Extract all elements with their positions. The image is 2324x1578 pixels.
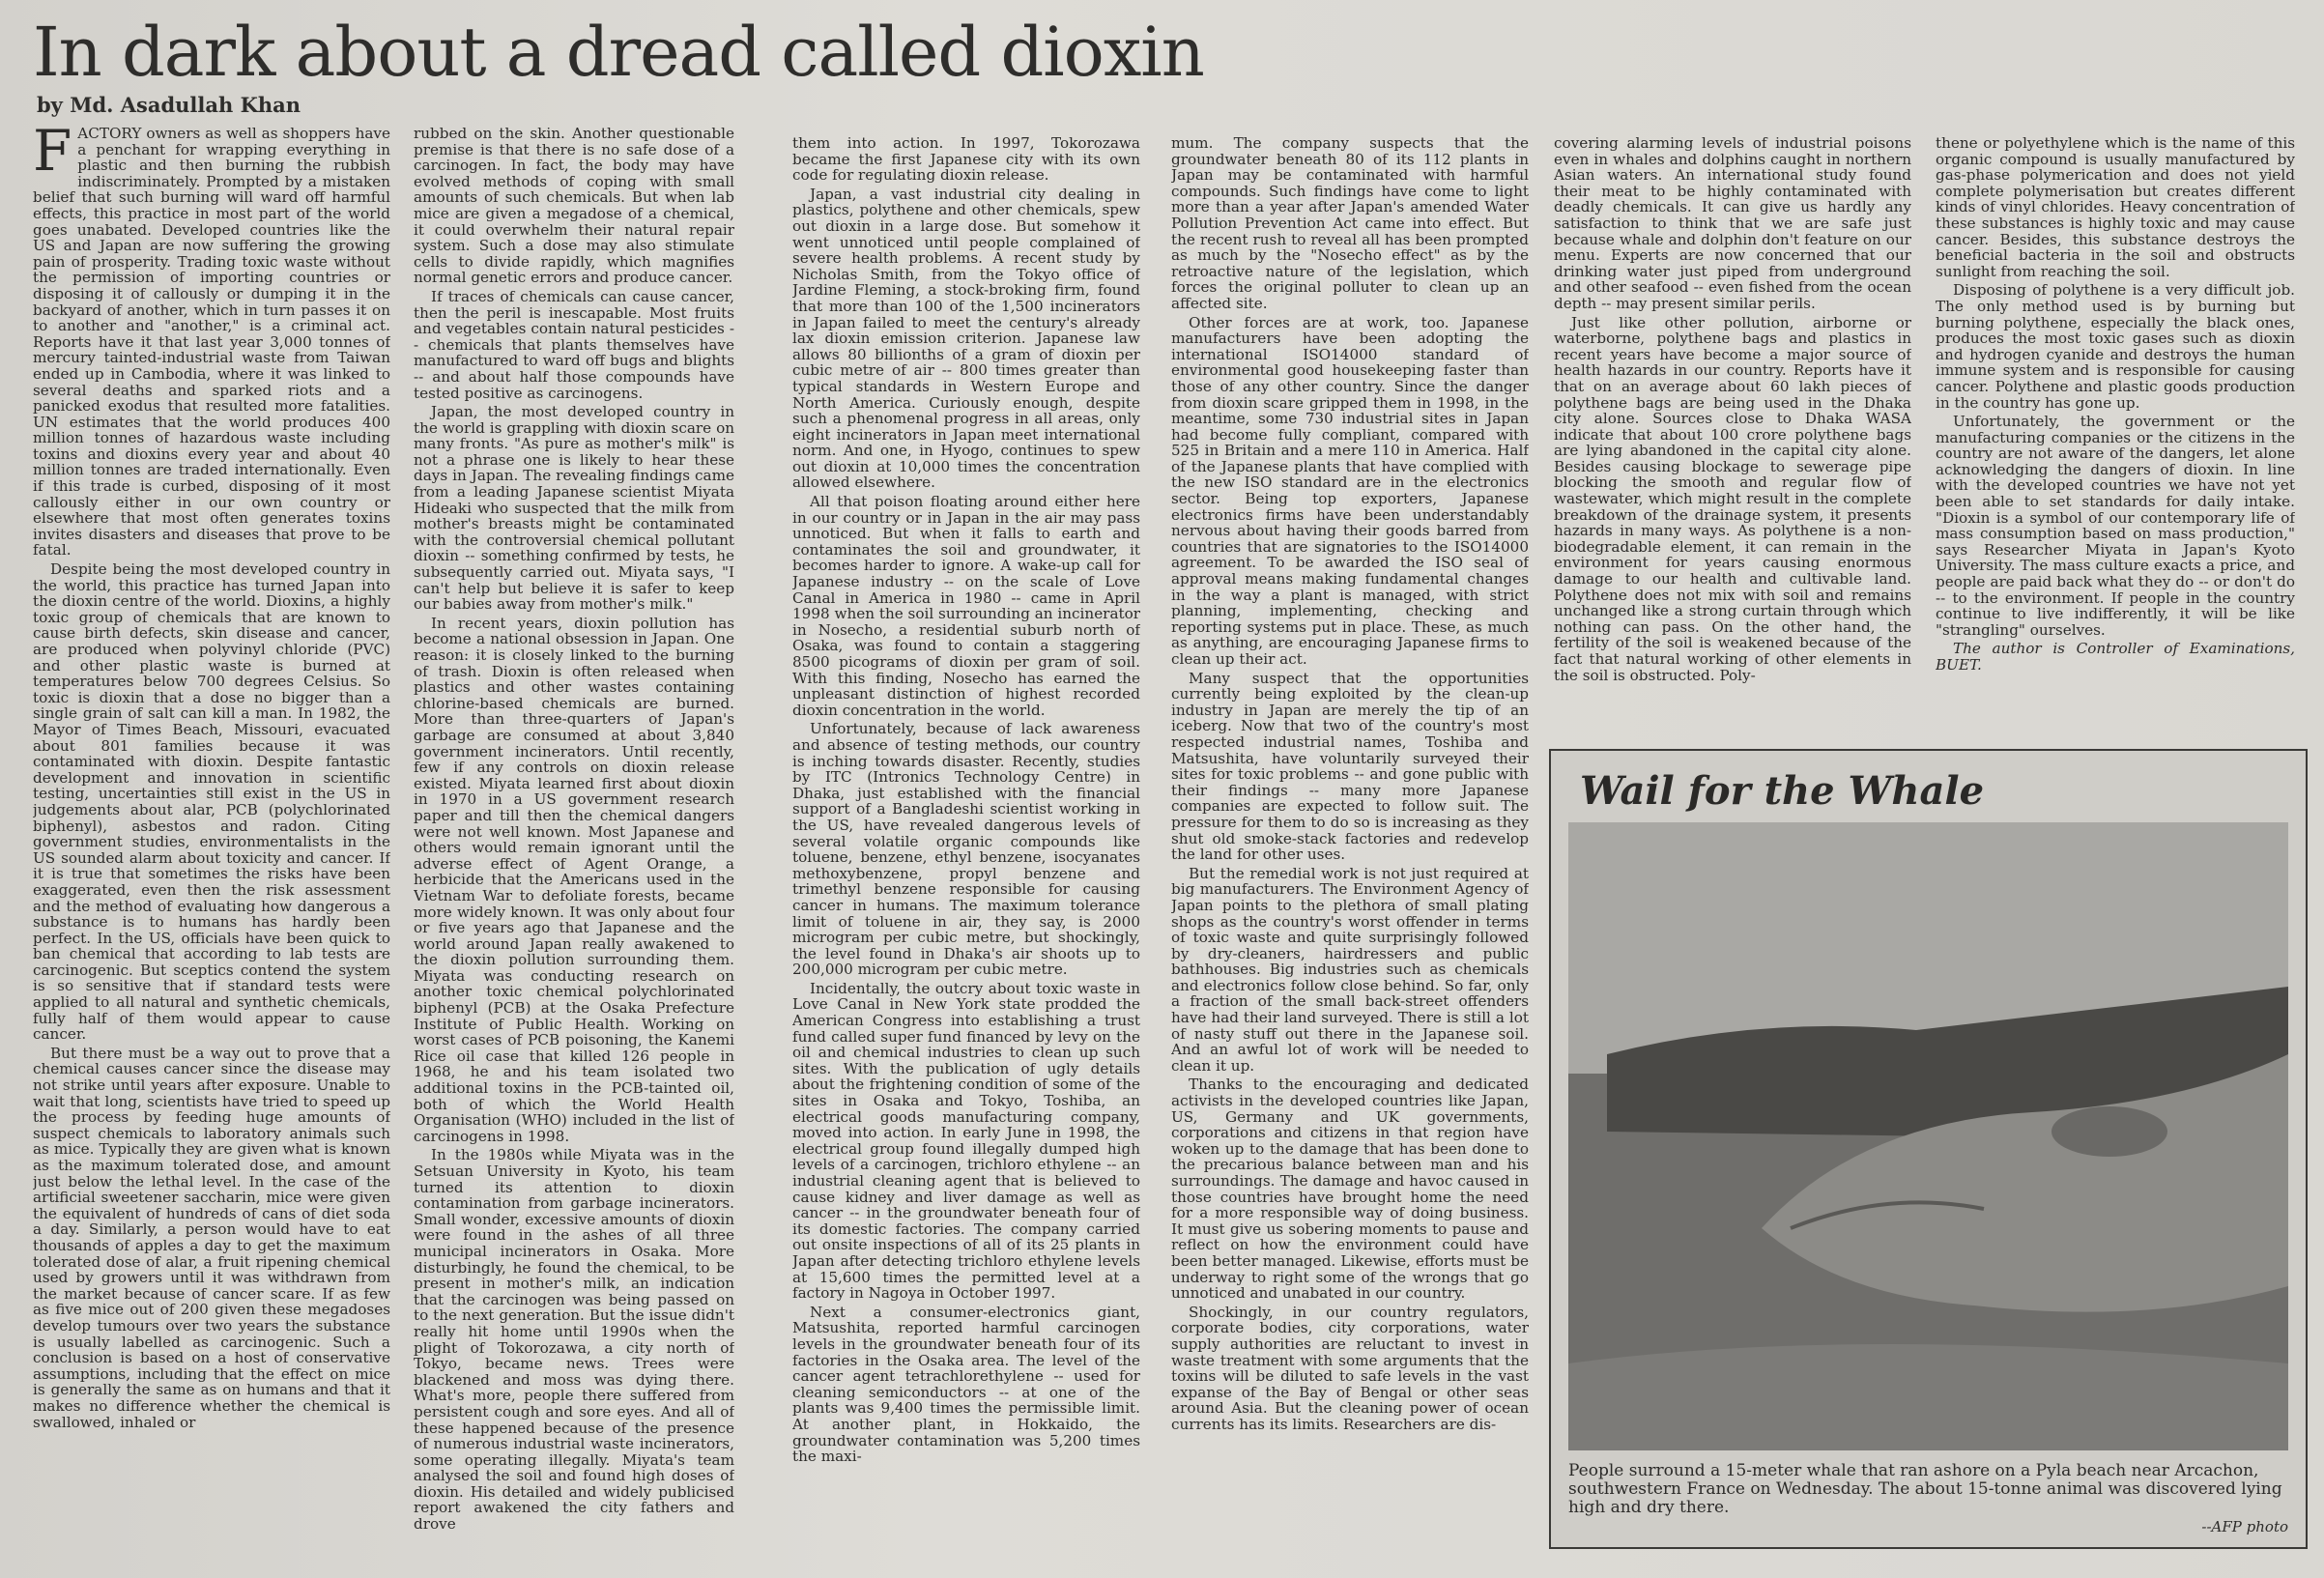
paragraph: Japan, a vast industrial city dealing in plastics, polythene and other chemicals, spew out dioxin in a large dose. But somehow it went unnoticed until people complained of severe health problems. A recent study by Nicholas Smith, from the Tokyo office of Jardine Fleming, a stock-broking firm, found that more than 100 of the 1,500 incinerators in Japan failed to meet the century's already lax dioxin emission criterion. Japanese law allows 80 billionths of a gram of dioxin per cubic metre of air -- 800 times greater than typical standards in Western Europe and North America. Curiously enough, despite such a phenomenal progress in all areas, only eight incinerators in Japan meet international norm. And one, in Hyogo, continues to spew out dioxin at 10,000 times the concentration allowed elsewhere. — [792, 185, 1140, 492]
paragraph: Other forces are at work, too. Japanese manufacturers have been adopting the international ISO14000 standard of environmental good housekeeping faster than those of any other country. Since the danger from dioxin scare gripped them in 1998, in the meantime, some 730 industrial sites in Japan had become fully compliant, compared with 525 in Britain and a mere 110 in America. Half of the Japanese plants that have complied with the new ISO standard are in the electronics sector. Being top exporters, Japanese electronics firms have been understandably nervous about having their goods barred from countries that are signatories to the ISO14000 agreement. To be awarded the ISO seal of approval means making fundamental changes in the way a plant is managed, with strict planning, implementing, checking and reporting systems put in place. These, as much as anything, are encouraging Japanese firms to clean up their act. — [1171, 313, 1529, 668]
article-column-6 — [1936, 135, 2295, 734]
paragraph: rubbed on the skin. Another questionable premise is that there is no safe dose of a carcinogen. In fact, the body may have evolved methods of coping with small amounts of such chemicals. But when lab mice are given a megadose of a chemical, it could overwhelm their natural repair system. Such a dose may also stimulate cells to divide rapidly, which magnifies normal genetic errors and produce cancer. — [414, 126, 734, 287]
paragraph: But there must be a way out to prove that a chemical causes cancer since the disease may not strike until years after exposure. Unable to wait that long, scientists have tried to speed up the process by feeding huge amounts of suspect chemicals to laboratory animals such as mice. Typically they are given what is known as the maximum tolerated dose, and amount just below the lethal level. In the case of the artificial sweetener saccharin, mice were given the equivalent of hundreds of cans of diet soda a day. Similarly, a person would have to eat thousands of apples a day to get the maximum tolerated dose of alar, a fruit ripening chemical used by growers until it was withdrawn from the market because of cancer scare. If as few as five mice out of 200 given these megadoses develop tumours over two years the substance is usually labelled as carcinogenic. Such a conclusion is based on a host of conservative assumptions, including that the effect on mice is generally the same as on humans and that it makes no difference whether the chemical is swallowed, inhaled or — [33, 1044, 390, 1431]
paragraph: Many suspect that the opportunities currently being exploited by the clean-up industry in Japan are merely the tip of an iceberg. Now that two of the country's most respected industrial names, Toshiba and Matsushita, have voluntarily surveyed their sites for toxic problems -- and gone public with their findings -- many more Japanese companies are expected to follow suit. The pressure for them to do so is increasing as they shut old smoke-stack factories and redevelop the land for other uses. — [1171, 669, 1529, 864]
paragraph: Unfortunately, because of lack awareness and absence of testing methods, our country is inching towards disaster. Recently, studies by ITC (Intronics Technology Centre) in Dhaka, just established with the financial support of a Bangladeshi scientist working in the US, have revealed dangerous levels of several volatile organic compounds like toluene, benzene, ethyl benzene, isocyanates methoxybenzene, propyl benzene and trimethyl benzene responsible for causing cancer in humans. The maximum tolerance limit of toluene in air, they say, is 2000 microgram per cubic metre, but shockingly, the level found in Dhaka's air shoots up to 200,000 microgram per cubic metre. — [792, 720, 1140, 979]
paragraph: Next a consumer-electronics giant, Matsushita, reported harmful carcinogen levels in the groundwater beneath four of its factories in the Osaka area. The level of the cancer agent tetrachlorethylene -- used for cleaning semiconductors -- at one of the plants was 9,400 times the permissible limit. At another plant, in Hokkaido, the groundwater contamination was 5,200 times the maxi- — [792, 1303, 1140, 1466]
whale-photo — [1568, 822, 2288, 1450]
photo-sand — [1568, 1344, 2288, 1450]
paragraph: Just like other pollution, airborne or waterborne, polythene bags and plastics in recent years have become a major source of health hazards in our country. Reports have it that on an average about 60 lakh pieces of polythene bags are being used in the Dhaka city alone. Sources close to Dhaka WASA indicate that about 100 crore polythene bags are lying abandoned in the capital city alone. Besides causing blockage to sewerage pipe blocking the smooth and regular flow of wastewater, which might result in the complete breakdown of the drainage system, it presents hazards in many ways. As polythene is a non-biodegradable element, it can remain in the environment for years causing enormous damage to our health and cultivable land. Polythene does not mix with soil and remains unchanged like a strong curtain through which nothing can pass. On the other hand, the fertility of the soil is weakened because of the fact that natural working of other elements in the soil is obstructed. Poly- — [1554, 313, 1911, 684]
paragraph: In the 1980s while Miyata was in the Setsuan University in Kyoto, his team turned its attention to dioxin contamination from garbage incinerators. Small wonder, excessive amounts of dioxin were found in the ashes of all three municipal incinerators in Osaka. More disturbingly, he found the chemical, to be present in mother's milk, an indication that the carcinogen was being passed on to the next generation. But the issue didn't really hit home until 1990s when the plight of Tokorozawa, a city north of Tokyo, became news. Trees were blackened and moss was dying there. What's more, people there suffered from persistent cough and sore eyes. And all of these happened because of the presence of numerous industrial waste incinerators, some operating illegally. Miyata's team analysed the soil and found high doses of dioxin. His detailed and widely publicised report awakened the city fathers and drove — [414, 1146, 734, 1534]
headline: In dark about a dread called dioxin — [33, 13, 1204, 92]
whale-eye-area — [2051, 1106, 2167, 1157]
photo-credit: --AFP photo — [2201, 1518, 2288, 1535]
paragraph: Thanks to the encouraging and dedicated activists in the developed countries like Japan, US, Germany and UK governments, corporations and citizens in that region have woken up to the damage that has been done to the precarious balance between man and his surroundings. The damage and havoc caused in those countries have brought home the need for a more responsible way of doing business. It must give us sobering moments to pause and reflect on how the environment could have been better managed. Likewise, efforts must be underway to right some of the wrongs that go unnoticed and unabated in our country. — [1171, 1076, 1529, 1303]
whale-photo-image — [1568, 822, 2288, 1450]
article-column-3 — [792, 135, 1140, 1556]
paragraph: Japan, the most developed country in the world is grappling with dioxin scare on many fronts. "As pure as mother's milk" is not a phrase one is likely to hear these days in Japan. The revealing findings came from a leading Japanese scientist Miyata Hideaki who suspected that the milk from mother's breasts might be contaminated with the controversial chemical pollutant dioxin -- something confirmed by tests, he subsequently carried out. Miyata says, "I can't help but believe it is safer to keep our babies away from mother's milk." — [414, 403, 734, 614]
drop-cap: F — [33, 126, 72, 184]
article-column-1 — [33, 126, 390, 1556]
paragraph: covering alarming levels of industrial poisons even in whales and dolphins caught in northern Asian waters. An international study found their meat to be highly contaminated with deadly chemicals. It can give us hardly any satisfaction to think that we are safe just because whale and dolphin don't feature on our menu. Experts are now concerned that our drinking water just piped from underground and other seafood -- even fished from the ocean depth -- may present similar perils. — [1554, 135, 1911, 312]
paragraph: Unfortunately, the government or the manufacturing companies or the citizens in the country are not aware of the dangers, let alone acknowledging the dangers of dioxin. In line with the developed countries we have not yet been able to set standards for daily intake. "Dioxin is a symbol of our contemporary life of mass consumption based on mass production," says Researcher Miyata in Japan's Kyoto University. The mass culture exacts a price, and people are paid back what they do -- or don't do -- to the environment. If people in the country continue to live indifferently, it will be like "strangling" ourselves. — [1936, 413, 2295, 639]
article-column-5 — [1554, 135, 1911, 734]
article-column-2 — [414, 126, 734, 1556]
paragraph: FACTORY owners as well as shoppers have a penchant for wrapping everything in plastic and then burning the rubbish indiscriminately. Prompted by a mistaken belief that such burning will ward off harmful effects, this practice in most part of the world goes unabated. Developed countries like the US and Japan are now suffering the growing pain of prosperity. Trading toxic waste without the permission of importing countries or disposing it of callously or dumping it in the backyard of another, which in turn passes it on to another and "another," is a criminal act. Reports have it that last year 3,000 tonnes of mercury tainted-industrial waste from Taiwan ended up in Cambodia, where it was linked to several deaths and sparked riots and a panicked exodus that resulted more fatalities. UN estimates that the world produces 400 million tonnes of hazardous waste including toxins and dioxins every year and about 40 million tonnes are traded internationally. Even if this trade is curbed, disposing of it most callously either in our own country or elsewhere that most often generates toxins invites disasters and diseases that prove to be fatal. — [33, 126, 390, 559]
paragraph: them into action. In 1997, Tokorozawa became the first Japanese city with its own code for regulating dioxin release. — [792, 135, 1140, 185]
article-column-4 — [1171, 135, 1529, 1556]
paragraph: All that poison floating around either here in our country or in Japan in the air may pass unnoticed. But when it falls to earth and contaminates the soil and groundwater, it becomes harder to ignore. A wake-up call for Japanese industry -- on the scale of Love Canal in America in 1980 -- came in April 1998 when the soil surrounding an incinerator in Nosecho, a residential suburb north of Osaka, was found to contain a staggering 8500 picograms of dioxin per gram of soil. With this finding, Nosecho has earned the unpleasant distinction of highest recorded dioxin concentration in the world. — [792, 493, 1140, 719]
paragraph: Shockingly, in our country regulators, corporate bodies, city corporations, water supply authorities are reluctant to invest in waste treatment with some arguments that the toxins will be diluted to safe levels in the vast expanse of the Bay of Bengal or other seas around Asia. But the cleaning power of ocean currents has its limits. Researchers are dis- — [1171, 1303, 1529, 1433]
paragraph: Incidentally, the outcry about toxic waste in Love Canal in New York state prodded the American Congress into establishing a trust fund called super fund financed by levy on the oil and chemical industries to clean up such sites. With the publication of ugly details about the frightening condition of some of the sites in Osaka and Tokyo, Toshiba, an electrical goods manufacturing company, moved into action. In early June in 1998, the electrical group found illegally dumped high levels of a carcinogen, trichloro ethylene -- an industrial cleaning agent that is believed to cause kidney and liver damage as well as cancer -- in the groundwater beneath four of its domestic factories. The company carried out onsite inspections of all of its 25 plants in Japan after detecting trichloro ethylene levels at 15,600 times the permitted level at a factory in Nagoya in October 1997. — [792, 979, 1140, 1303]
photo-box — [1549, 749, 2308, 1549]
byline: by Md. Asadullah Khan — [37, 93, 301, 117]
photo-title: Wail for the Whale — [1580, 768, 1985, 814]
paragraph: thene or polyethylene which is the name of this organic compound is usually manufactured by gas-phase polymerication and does not yield complete polymerisation but creates different kinds of vinyl chlorides. Heavy concentration of these substances is highly toxic and may cause cancer. Besides, this substance destroys the beneficial bacteria in the soil and obstructs sunlight from reaching the soil. — [1936, 135, 2295, 280]
paragraph: If traces of chemicals can cause cancer, then the peril is inescapable. Most fruits and vegetables contain natural pesticides -- chemicals that plants themselves have manufactured to ward off bugs and blights -- and about half those compounds have tested positive as carcinogens. — [414, 287, 734, 402]
paragraph: Disposing of polythene is a very difficult job. The only method used is by burning but burning polythene, especially the black ones, produces the most toxic gases such as dioxin and hydrogen cyanide and destroys the human immune system and is responsible for causing cancer. Polythene and plastic goods production in the country has gone up. — [1936, 281, 2295, 412]
paragraph: mum. The company suspects that the groundwater beneath 80 of its 112 plants in Japan may be contaminated with harmful compounds. Such findings have come to light more than a year after Japan's amended Water Pollution Prevention Act came into effect. But the recent rush to reveal all has been prompted as much by the "Nosecho effect" as by the retroactive nature of the legislation, which forces the original polluter to clean up an affected site. — [1171, 135, 1529, 312]
paragraph: Despite being the most developed country in the world, this practice has turned Japan into the dioxin centre of the world. Dioxins, a highly toxic group of chemicals that are known to cause birth defects, skin disease and cancer, are produced when polyvinyl chloride (PVC) and other plastic waste is burned at temperatures below 700 degrees Celsius. So toxic is dioxin that a dose no bigger than a single grain of salt can kill a man. In 1982, the Mayor of Times Beach, Missouri, evacuated about 801 families because it was contaminated with dioxin. Despite fantastic development and innovation in scientific testing, uncertainties still exist in the US in judgements about alar, PCB (polychlorinated biphenyl), asbestos and radon. Citing government studies, environmentalists in the US sounded alarm about toxicity and cancer. If it is true that sometimes the risks have been exaggerated, even then the risk assessment and the method of evaluating how dangerous a substance is to humans has hardly been perfect. In the US, officials have been quick to ban chemical that according to lab tests are carcinogenic. But sceptics contend the system is so sensitive that if standard tests were applied to all natural and synthetic chemicals, fully half of them would appear to cause cancer. — [33, 560, 390, 1044]
author-note: The author is Controller of Examinations, BUET. — [1936, 640, 2295, 674]
paragraph: In recent years, dioxin pollution has become a national obsession in Japan. One reason: it is closely linked to the burning of trash. Dioxin is often released when plastics and other wastes containing chlorine-based chemicals are burned. More than three-quarters of Japan's garbage are consumed at about 3,840 government incinerators. Until recently, few if any controls on dioxin release existed. Miyata learned first about dioxin in 1970 in a US government research paper and till then the chemical dangers were not well known. Most Japanese and others would remain ignorant until the adverse effect of Agent Orange, a herbicide that the Americans used in the Vietnam War to defoliate forests, became more widely known. It was only about four or five years ago that Japanese and the world around Japan really awakened to the dioxin pollution surrounding them. Miyata was conducting research on another toxic chemical polychlorinated biphenyl (PCB) at the Osaka Prefecture Institute of Public Health. Working on worst cases of PCB poisoning, the Kanemi Rice oil case that killed 126 people in 1968, he and his team isolated two additional toxins in the PCB-tainted oil, both of which the World Health Organisation (WHO) included in the list of carcinogens in 1998. — [414, 614, 734, 1145]
photo-caption: People surround a 15-meter whale that ran ashore on a Pyla beach near Arcachon, southwestern France on Wednesday. The about 15-tonne animal was discovered lying high and dry there. — [1568, 1461, 2282, 1517]
paragraph: But the remedial work is not just required at big manufacturers. The Environment Agency of Japan points to the plethora of small plating shops as the country's worst offender in terms of toxic waste and quite surprisingly followed by dry-cleaners, hairdressers and public bathhouses. Big industries such as chemicals and electronics follow close behind. So far, only a fraction of the small back-street offenders have had their land surveyed. There is still a lot of nasty stuff out there in the Japanese soil. And an awful lot of work will be needed to clean it up. — [1171, 864, 1529, 1075]
